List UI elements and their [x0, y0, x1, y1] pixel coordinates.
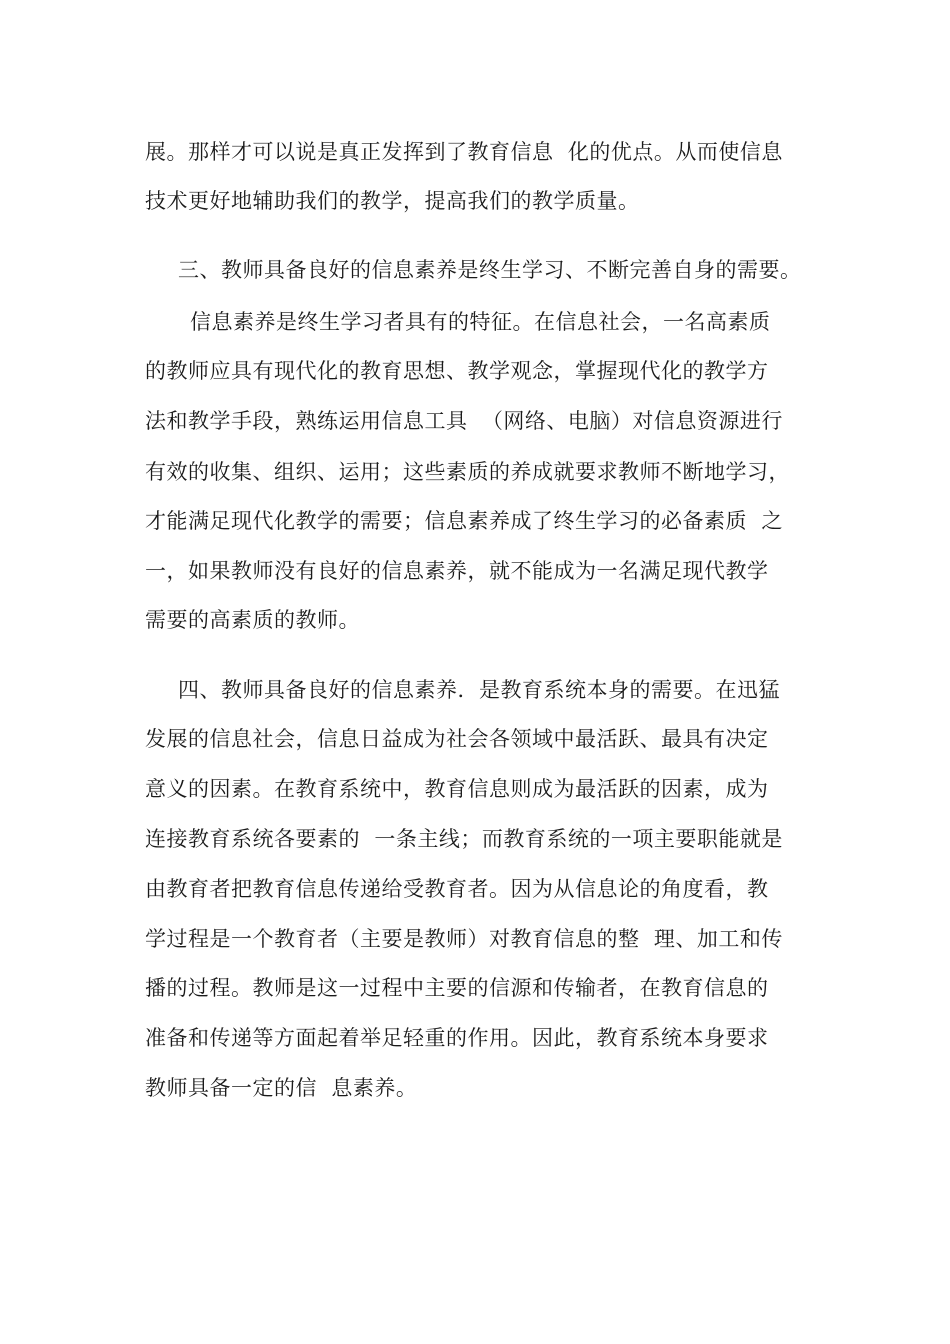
text-line: 需要的高素质的教师。: [145, 608, 360, 632]
text-line: 由教育者把教育信息传递给受教育者。因为从信息论的角度看，教: [145, 877, 769, 901]
text-line: 一，如果教师没有良好的信息素养，就不能成为一名满足现代教学: [145, 559, 769, 583]
text-line: 的教师应具有现代化的教育思想、教学观念，掌握现代化的教学方: [145, 359, 769, 383]
text-line: 法和教学手段，熟练运用信息工具 （网络、电脑）对信息资源进行: [145, 409, 783, 433]
text-line: 教师具备一定的信 息素养。: [145, 1076, 418, 1100]
section-heading-three: 三、教师具备良好的信息素养是终生学习、不断完善自身的需要。: [178, 258, 802, 282]
text-line: 才能满足现代化教学的需要；信息素养成了终生学习的必备素质 之: [145, 509, 783, 533]
text-line: 发展的信息社会，信息日益成为社会各领域中最活跃、最具有决定: [145, 727, 769, 751]
text-line: 展。那样才可以说是真正发挥到了教育信息 化的优点。从而使信息: [145, 140, 783, 164]
text-line: 信息素养是终生学习者具有的特征。在信息社会，一名高素质: [190, 310, 771, 334]
section-heading-four: 四、教师具备良好的信息素养．是教育系统本身的需要。在迅猛: [178, 678, 780, 702]
text-line: 意义的因素。在教育系统中，教育信息则成为最活跃的因素，成为: [145, 777, 769, 801]
text-line: 技术更好地辅助我们的教学，提高我们的教学质量。: [145, 189, 640, 213]
text-line: 播的过程。教师是这一过程中主要的信源和传输者，在教育信息的: [145, 976, 769, 1000]
text-line: 学过程是一个教育者（主要是教师）对教育信息的整 理、加工和传: [145, 927, 783, 951]
text-line: 有效的收集、组织、运用；这些素质的养成就要求教师不断地学习，: [145, 460, 790, 484]
text-line: 连接教育系统各要素的 一条主线；而教育系统的一项主要职能就是: [145, 827, 783, 851]
text-line: 准备和传递等方面起着举足轻重的作用。因此，教育系统本身要求: [145, 1026, 769, 1050]
